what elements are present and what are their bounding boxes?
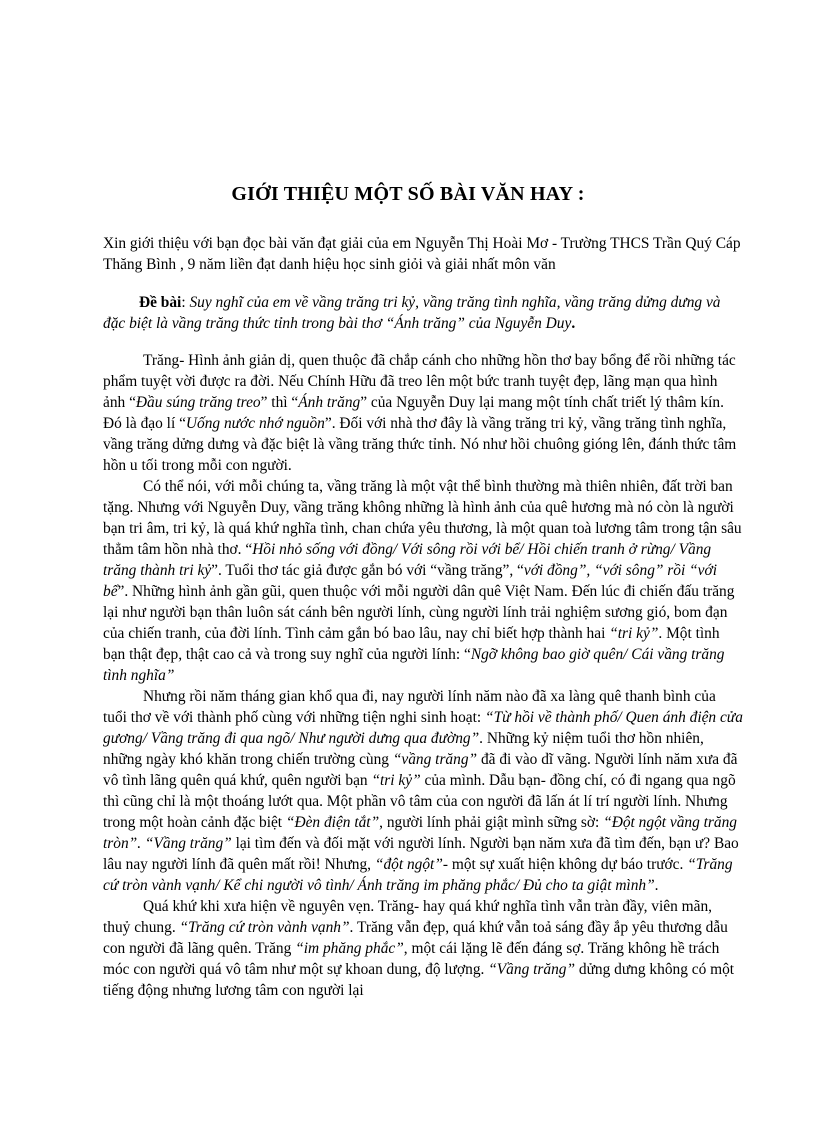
quoted-text: “tri kỷ” xyxy=(371,772,421,789)
topic-end: . xyxy=(571,315,576,332)
quoted-text: “Trăng cứ tròn vành vạnh/ Kể chi người vô tình/ Ánh trăng im phăng phắc/ Đủ cho ta giật mình” xyxy=(103,856,733,894)
intro-paragraph: Xin giới thiệu với bạn đọc bài văn đạt giải của em Nguyễn Thị Hoài Mơ - Trường THCS Trần Quý Cáp Thăng Bình , 9 năm liền đạt danh hiệu học sinh giỏi và giải nhất môn văn xyxy=(103,235,741,273)
quoted-text: “Đèn điện tắt” xyxy=(285,814,380,831)
quoted-text: “tri kỷ” xyxy=(609,625,659,642)
paragraph-text: , một cái lặng lẽ đến đáng sợ. Trăng không hề trách móc con người quá vô tâm như một sự khoan dung, độ lượng. xyxy=(103,940,720,978)
paragraph-text: đã đi vào dĩ vãng. Người lính năm xưa đã vô tình lãng quên quá khứ, quên người bạn xyxy=(103,751,738,789)
quoted-text: Uống nước nhớ nguồn xyxy=(185,415,325,432)
paragraph-text: ” của Nguyễn Duy lại mang một tính chất triết lý thâm kín. Đó là đạo lí “ xyxy=(103,394,724,432)
quoted-text: Hồi nhỏ sống với đồng/ Với sông rồi với bể/ Hồi chiến tranh ở rừng/ Vầng trăng thành tri kỷ xyxy=(103,541,712,579)
quoted-text: Ánh trăng xyxy=(298,394,361,411)
essay-paragraph xyxy=(103,476,743,686)
essay-topic xyxy=(103,292,743,334)
paragraph-text: của mình. Dẫu bạn- đồng chí, có đi ngang qua ngõ thì cũng chỉ là một thoáng lướt qua. Một phần vô tâm của con người đã lấn át lí trí người lính. Nhưng trong một hoàn cảnh đặc biệt xyxy=(103,772,736,831)
essay-paragraph xyxy=(103,686,743,896)
paragraph-text: . Trăng vẫn đẹp, quá khứ vẫn toả sáng đầy ắp yêu thương dẫu con người đã lãng quên. Trăng xyxy=(103,919,728,957)
page-title: GIỚI THIỆU MỘT SỐ BÀI VĂN HAY : xyxy=(231,183,585,205)
paragraph-text: ”. Những hình ảnh gần gũi, quen thuộc với mỗi người dân quê Việt Nam. Đến lúc đi chiến đấu trăng lại như người bạn thân luôn sát cánh bên người lính, cùng người lính trải nghiệm sương gió, bom đạn của chiến tranh, của đời lính. Tình cảm gắn bó bao lâu, nay chỉ biết hợp thành hai xyxy=(103,583,735,642)
topic-label: Đề bài xyxy=(139,294,182,311)
essay-paragraph xyxy=(103,350,743,476)
quoted-text: Ngỡ không bao giờ quên/ Cái vầng trăng tình nghĩa” xyxy=(103,646,725,684)
essay-body xyxy=(103,350,743,1001)
paragraph-text: Nhưng rồi năm tháng gian khổ qua đi, nay người lính năm nào đã xa làng quê thanh bình của tuổi thơ về với thành phố cùng với những tiện nghi sinh hoạt: xyxy=(103,688,716,726)
paragraph-text: . Một tình bạn thật đẹp, thật cao cả và trong suy nghĩ của người lính: “ xyxy=(103,625,720,663)
quoted-text: “Trăng cứ tròn vành vạnh” xyxy=(179,919,350,936)
paragraph-text: - một sự xuất hiện không dự báo trước. xyxy=(442,856,688,873)
paragraph-text: . xyxy=(654,877,659,894)
topic-text: Suy nghĩ của em về vầng trăng tri kỷ, vầng trăng tình nghĩa, vầng trăng dửng dưng và đặc biệt là vầng trăng thức tỉnh trong bài thơ “Ánh trăng” của Nguyễn Duy xyxy=(103,294,721,332)
quoted-text: “im phăng phắc” xyxy=(295,940,404,957)
quoted-text: “Từ hồi về thành phố/ Quen ánh điện cửa gương/ Vầng trăng đi qua ngõ/ Như người dưng qua đường” xyxy=(103,709,743,747)
topic-separator: : xyxy=(181,294,190,311)
paragraph-text: ”. Đối với nhà thơ đây là vầng trăng tri kỷ, vầng trăng tình nghĩa, vầng trăng dửng dưng và đặc biệt là vầng trăng thức tỉnh. Nó như hồi chuông gióng lên, đánh thức tâm hồn u tối trong mỗi con người. xyxy=(103,415,737,474)
paragraph-text: . Những kỷ niệm tuổi thơ hồn nhiên, những ngày khó khăn trong chiến trường cùng xyxy=(103,730,704,768)
paragraph-text: Trăng- Hình ảnh giản dị, quen thuộc đã chắp cánh cho những hồn thơ bay bổng để rồi những tác phẩm tuyệt vời được ra đời. Nếu Chính Hữu đã treo lên một bức tranh tuyệt đẹp, lãng mạn qua hình ảnh “ xyxy=(103,352,736,411)
paragraph-text: lại tìm đến và đối mặt với người lính. Người bạn năm xưa đã tìm đến, bạn ư? Bao lâu nay người lính đã quên mất rồi! Nhưng, xyxy=(103,835,739,873)
quoted-text: “đột ngột” xyxy=(374,856,443,873)
quoted-text: Đầu súng trăng treo xyxy=(135,394,261,411)
paragraph-text: dửng dưng không có một tiếng động nhưng lương tâm con người lại xyxy=(103,961,735,999)
quoted-text: “Vầng trăng” xyxy=(488,961,576,978)
paragraph-text: ” thì “ xyxy=(260,394,299,411)
essay-paragraph xyxy=(103,896,743,1001)
paragraph-text: , người lính phải giật mình sững sờ: xyxy=(379,814,604,831)
quoted-text: “vầng trăng” xyxy=(392,751,478,768)
quoted-text: với đồng”, “với sông” rồi “với bể xyxy=(103,562,717,600)
paragraph-text: ”. Tuổi thơ tác giả được gắn bó với “vầng trăng”, “ xyxy=(211,562,524,579)
quoted-text: “Đột ngột vầng trăng tròn”. “Vầng trăng” xyxy=(103,814,738,852)
paragraph-text: Quá khứ khi xưa hiện về nguyên vẹn. Trăng- hay quá khứ nghĩa tình vẫn tràn đầy, viên mãn, thuỷ chung. xyxy=(103,898,712,936)
paragraph-text: Có thể nói, với mỗi chúng ta, vầng trăng là một vật thể bình thường mà thiên nhiên, đất trời ban tặng. Nhưng với Nguyễn Duy, vầng trăng không những là hình ảnh của quê hương mà nó còn là người bạn tri âm, tri kỷ, là quá khứ nghĩa tình, chan chứa yêu thương, là một quan toà lương tâm trong tận sâu thẳm tâm hồn nhà thơ. “ xyxy=(103,478,742,558)
